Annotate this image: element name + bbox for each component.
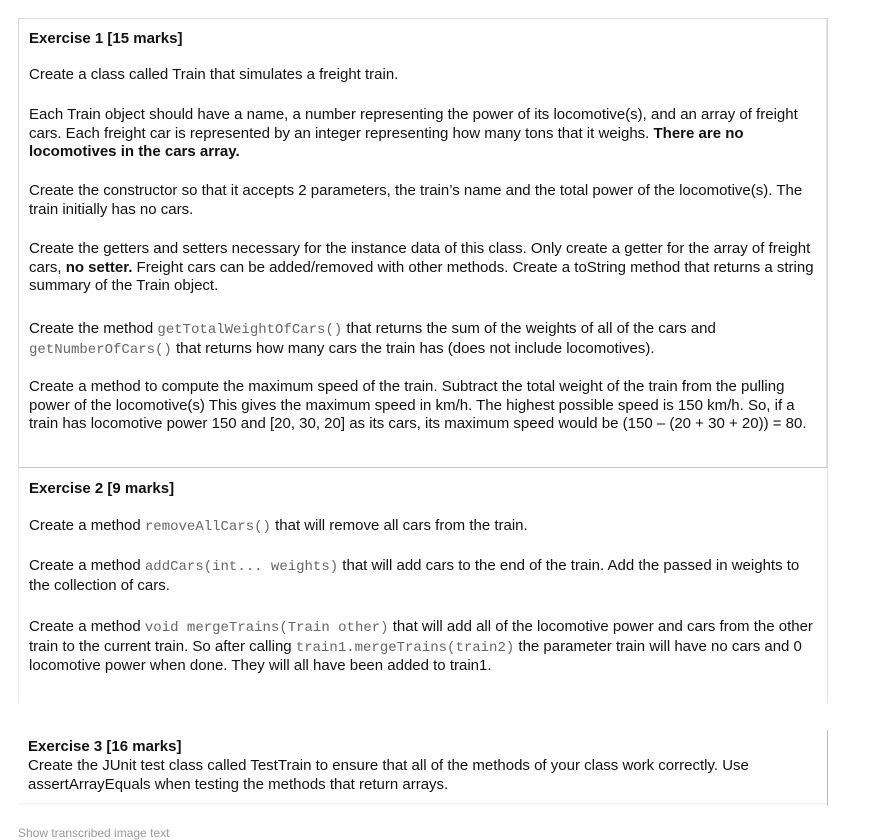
- code-snippet: void mergeTrains(Train other): [144, 620, 389, 636]
- exercise-2-remove-all: Create a method removeAllCars() that will remove all cars from the train.: [29, 517, 528, 535]
- exercise-3-description: Create the JUnit test class called TestTrain to ensure that all of the methods of your class work correctly. Use assertArrayEquals when testing the methods that return arrays.: [28, 757, 749, 793]
- exercise-1-constructor: Create the constructor so that it accepts 2 parameters, the train’s name and the total power of the locomotive(s). The train initially has no cars.: [29, 182, 803, 218]
- exercise-2-merge: Create a method void mergeTrains(Train other) that will add all of the locomotive power and cars from the other train to the current train. So after calling train1.mergeTrains(train2) the parameter train will have no cars and 0 locomotive power when done. They will all have been added to train1.: [29, 618, 813, 674]
- exercise-1-getters: Create the getters and setters necessary for the instance data of this class. Only create a getter for the array of freight cars, no setter. Freight cars can be added/removed with other methods. Create a toString method that returns a string summary of the Train object.: [29, 240, 814, 294]
- exercise-1-title: Exercise 1 [15 marks]: [29, 30, 183, 47]
- exercise-2-title: Exercise 2 [9 marks]: [29, 480, 175, 497]
- exercise-2-panel: [18, 467, 828, 703]
- exercise-1-intro: Create a class called Train that simulates a freight train.: [29, 66, 399, 83]
- code-snippet: addCars(int... weights): [144, 559, 339, 575]
- exercise-3-panel: [18, 730, 828, 806]
- divider: [18, 803, 827, 806]
- code-snippet: train1.mergeTrains(train2): [295, 639, 515, 656]
- exercise-1-description: Each Train object should have a name, a number representing the power of its locomotive(s), and an array of freight cars. Each freight car is represented by an integer representing how many tons that it weighs. There are no locomotives in the cars array.: [29, 106, 798, 160]
- emphasis-text: There are no locomotives in the cars array.: [29, 124, 744, 160]
- show-transcribed-text-link[interactable]: Show transcribed image text: [18, 826, 170, 840]
- emphasis-text: no setter.: [65, 258, 133, 276]
- code-snippet: removeAllCars(): [144, 519, 271, 535]
- code-snippet: getNumberOfCars(): [29, 341, 172, 358]
- exercise-1-panel: [18, 18, 828, 467]
- code-snippet: getTotalWeightOfCars(): [157, 322, 343, 338]
- exercise-1-methods: Create the method getTotalWeightOfCars() that returns the sum of the weights of all of the cars and getNumberOfCars() that returns how many cars the train has (does not include locomotives).: [29, 320, 716, 358]
- exercise-1-max-speed: Create a method to compute the maximum speed of the train. Subtract the total weight of the train from the pulling power of the locomotive(s) This gives the maximum speed in km/h. The highest possible speed is 150 km/h. So, if a train has locomotive power 150 and [20, 30, 20] as its cars, its maximum speed would be (150 – (20 + 30 + 20)) = 80.: [29, 378, 807, 432]
- exercise-2-add-cars: Create a method addCars(int... weights) that will add cars to the end of the train. Add the passed in weights to the collection of cars.: [29, 557, 800, 594]
- exercise-3-title: Exercise 3 [16 marks]: [28, 738, 182, 755]
